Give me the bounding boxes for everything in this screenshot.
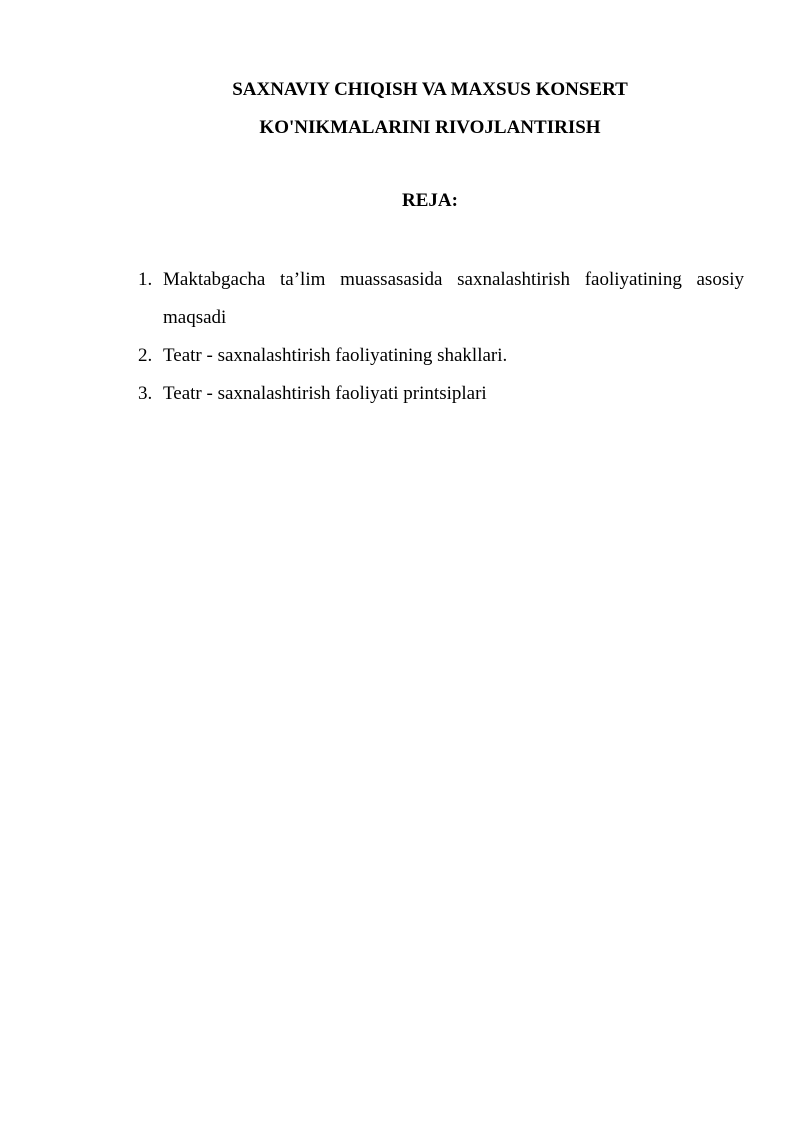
plan-item-1: [138, 261, 744, 337]
plan-heading: REJA:: [402, 190, 458, 211]
plan-item-text: Teatr - saxnalashtirish faoliyati printsiplari: [163, 383, 487, 404]
plan-item-text: Maktabgacha ta’lim muassasasida saxnalashtirish faoliyatining asosiy maqsadi: [163, 269, 744, 328]
plan-item-3: [138, 375, 744, 413]
plan-item-number: 3.: [138, 383, 153, 404]
plan-item-2: [138, 337, 744, 375]
plan-list: [138, 261, 744, 413]
plan-item-number: 1.: [138, 269, 153, 290]
plan-item-number: 2.: [138, 345, 153, 366]
document-title-line-2: KO'NIKMALARINI RIVOJLANTIRISH: [259, 117, 601, 138]
plan-item-text: Teatr - saxnalashtirish faoliyatining shakllari.: [163, 345, 508, 366]
document-title-line-1: SAXNAVIY CHIQISH VA MAXSUS KONSERT: [232, 79, 628, 100]
